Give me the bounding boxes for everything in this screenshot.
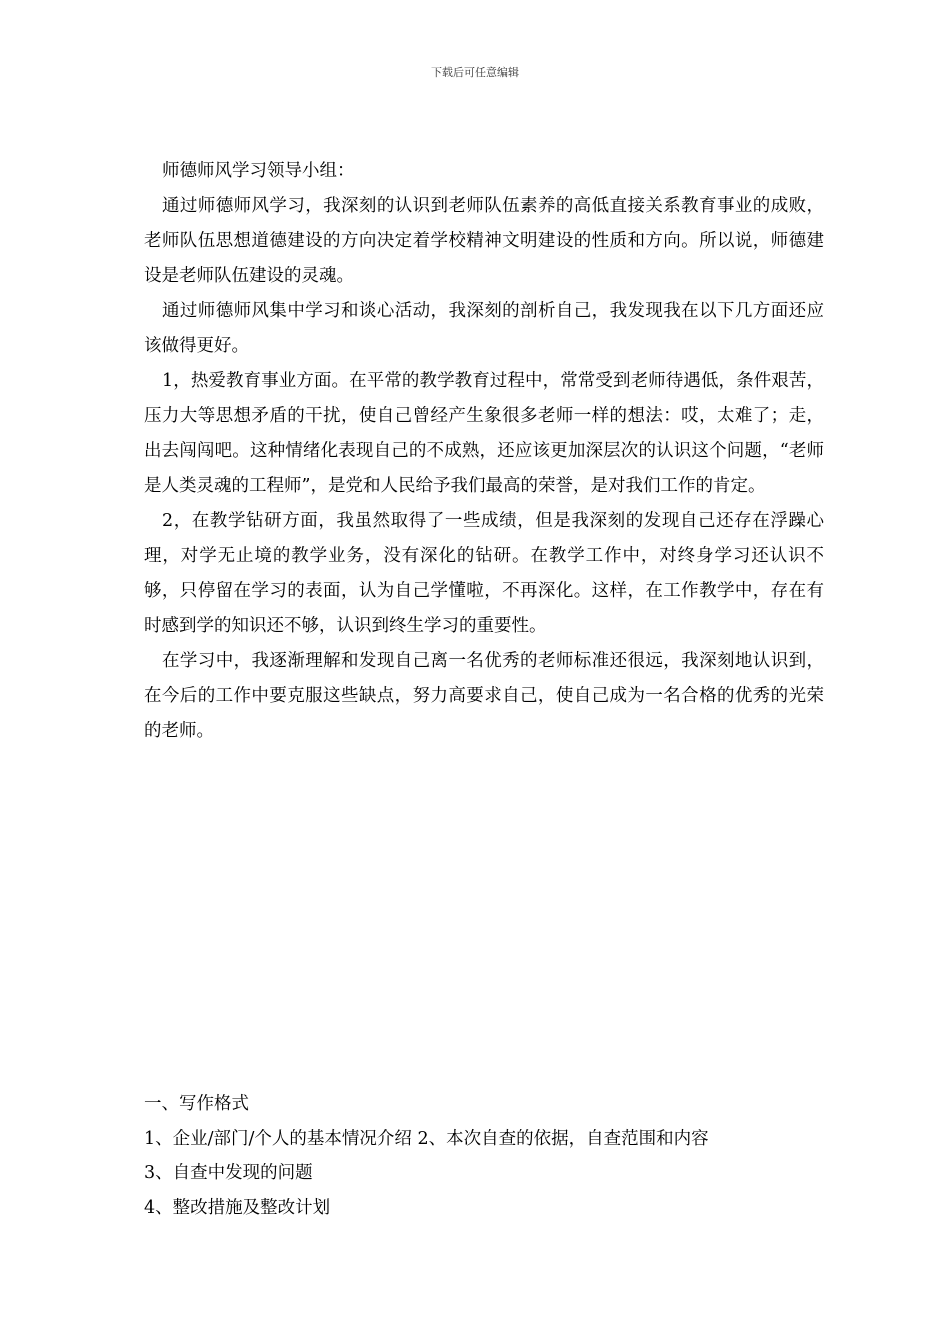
salutation: 师德师风学习领导小组： (162, 161, 355, 181)
paragraph: 1，热爱教育事业方面。在平常的教学教育过程中，常常受到老师待遇低，条件艰苦，压力大等思想矛盾的干扰，使自己曾经产生象很多老师一样的想法：哎，太难了；走，出去闯闯吧。这种情绪化表现自己的不成熟，还应该更加深层次的认识这个问题，“老师是人类灵魂的工程师”，是党和人民给予我们最高的荣誉，是对我们工作的肯定。 (144, 371, 824, 496)
page-header: 下载后可任意编辑 (431, 66, 519, 79)
list-item: 3、自查中发现的问题 (144, 1163, 313, 1183)
list-item: 4、整改措施及整改计划 (144, 1197, 331, 1218)
list-item: 1、企业/部门/个人的基本情况介绍 2、本次自查的依据，自查范围和内容 (144, 1128, 709, 1149)
writing-format-section (144, 1087, 824, 1225)
paragraph: 通过师德师风集中学习和谈心活动，我深刻的剖析自己，我发现我在以下几方面还应该做得更好。 (144, 301, 824, 356)
paragraph: 2，在教学钻研方面，我虽然取得了一些成绩，但是我深刻的发现自己还存在浮躁心理，对学无止境的教学业务，没有深化的钻研。在教学工作中，对终身学习还认识不够，只停留在学习的表面，认为自己学懂啦，不再深化。这样，在工作教学中，存在有时感到学的知识还不够，认识到终生学习的重要性。 (144, 511, 824, 636)
paragraph: 在学习中，我逐渐理解和发现自己离一名优秀的老师标准还很远，我深刻地认识到，在今后的工作中要克服这些缺点，努力高要求自己，使自己成为一名合格的优秀的光荣的老师。 (144, 651, 824, 741)
paragraph: 通过师德师风学习，我深刻的认识到老师队伍素养的高低直接关系教育事业的成败，老师队伍思想道德建设的方向决定着学校精神文明建设的性质和方向。所以说，师德建设是老师队伍建设的灵魂。 (144, 196, 824, 286)
letter-body (144, 154, 824, 749)
section-heading: 一、写作格式 (144, 1094, 249, 1114)
